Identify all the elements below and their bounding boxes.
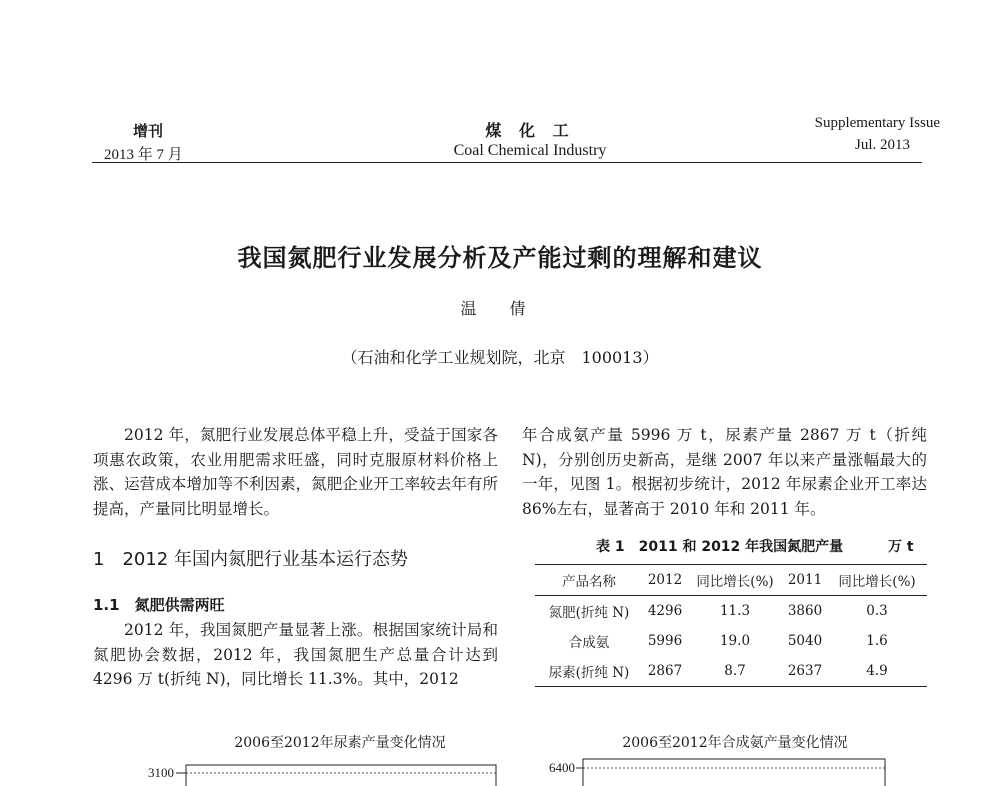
article-author: 温 倩 bbox=[460, 299, 540, 318]
table-header-cell: 同比增长(%) bbox=[838, 574, 916, 590]
journal-name-cn: 煤 化 工 bbox=[485, 121, 575, 140]
table-row bbox=[535, 656, 927, 687]
table-header-row bbox=[535, 565, 927, 596]
urea-chart-plot-frame bbox=[186, 765, 496, 786]
table-cell: 5040 bbox=[787, 633, 823, 649]
table-caption: 表 1 2011 和 2012 年我国氮肥产量 bbox=[596, 539, 844, 555]
table-cell: 0.3 bbox=[866, 603, 888, 619]
table-row bbox=[535, 596, 927, 627]
section-1-heading: 1 2012 年国内氮肥行业基本运行态势 bbox=[93, 549, 408, 570]
intro-paragraph: 2012 年，氮肥行业发展总体平稳上升，受益于国家各项惠农政策，农业用肥需求旺盛，同时克服原材料价格上涨、运营成本增加等不利因素，氮肥企业开工率较去年有所提高，产量同比明显增长。 bbox=[93, 426, 498, 518]
section-1-1-heading: 1.1 氮肥供需两旺 bbox=[93, 596, 225, 614]
table-cell: 19.0 bbox=[719, 633, 751, 649]
ammonia-chart bbox=[535, 755, 895, 786]
table-header-cell: 2011 bbox=[787, 572, 823, 588]
table-cell: 2637 bbox=[787, 663, 823, 679]
ammonia-chart-title: 2006至2012年合成氨产量变化情况 bbox=[622, 735, 848, 751]
header-rule bbox=[92, 162, 922, 163]
table-row bbox=[535, 626, 927, 656]
table-cell: 氮肥(折纯 N) bbox=[548, 605, 630, 621]
journal-name-en: Coal Chemical Industry bbox=[453, 142, 607, 159]
article-title: 我国氮肥行业发展分析及产能过剩的理解和建议 bbox=[237, 244, 763, 272]
table-cell: 1.6 bbox=[866, 633, 888, 649]
table-cell: 4.9 bbox=[866, 663, 888, 679]
table-cell: 尿素(折纯 N) bbox=[548, 665, 630, 681]
production-table bbox=[535, 564, 927, 687]
issue-label-cn: 增刊 bbox=[133, 122, 164, 140]
table-cell: 5996 bbox=[647, 633, 683, 649]
table-cell: 4296 bbox=[647, 603, 683, 619]
urea-chart-title: 2006至2012年尿素产量变化情况 bbox=[234, 735, 446, 751]
table-unit: 万 t bbox=[888, 539, 914, 555]
table-cell: 3860 bbox=[787, 603, 823, 619]
table-header-cell: 同比增长(%) bbox=[696, 574, 774, 590]
table-cell: 2867 bbox=[647, 663, 683, 679]
issue-date-en: Jul. 2013 bbox=[854, 137, 910, 153]
table-cell: 11.3 bbox=[719, 603, 751, 619]
table-cell: 合成氨 bbox=[568, 635, 610, 651]
ammonia-chart-plot-frame bbox=[583, 759, 885, 786]
urea-chart bbox=[140, 755, 500, 786]
table-header-cell: 产品名称 bbox=[562, 574, 616, 590]
section-1-1-paragraph: 2012 年，我国氮肥产量显著上涨。根据国家统计局和氮肥协会数据，2012 年，我国氮肥生产总量合计达到 4296 万 t(折纯 N)，同比增长 11.3%。其中，2012 bbox=[93, 621, 498, 688]
article-affiliation: （石油和化学工业规划院，北京 100013） bbox=[341, 348, 659, 367]
issue-label-en: Supplementary Issue bbox=[814, 115, 940, 131]
ammonia-chart-y-tick: 6400 bbox=[549, 760, 575, 775]
table-cell: 8.7 bbox=[724, 663, 746, 679]
right-column-paragraph: 年合成氨产量 5996 万 t，尿素产量 2867 万 t（折纯 N)，分别创历史新高，是继 2007 年以来产量涨幅最大的一年，见图 1。根据初步统计，2012 年尿素企业开工率达 86%左右，显著高于 2010 年和 2011 年。 bbox=[522, 426, 927, 518]
urea-chart-y-tick: 3100 bbox=[148, 765, 174, 780]
table-header-cell: 2012 bbox=[647, 572, 683, 588]
issue-date-cn: 2013 年 7 月 bbox=[104, 147, 183, 163]
